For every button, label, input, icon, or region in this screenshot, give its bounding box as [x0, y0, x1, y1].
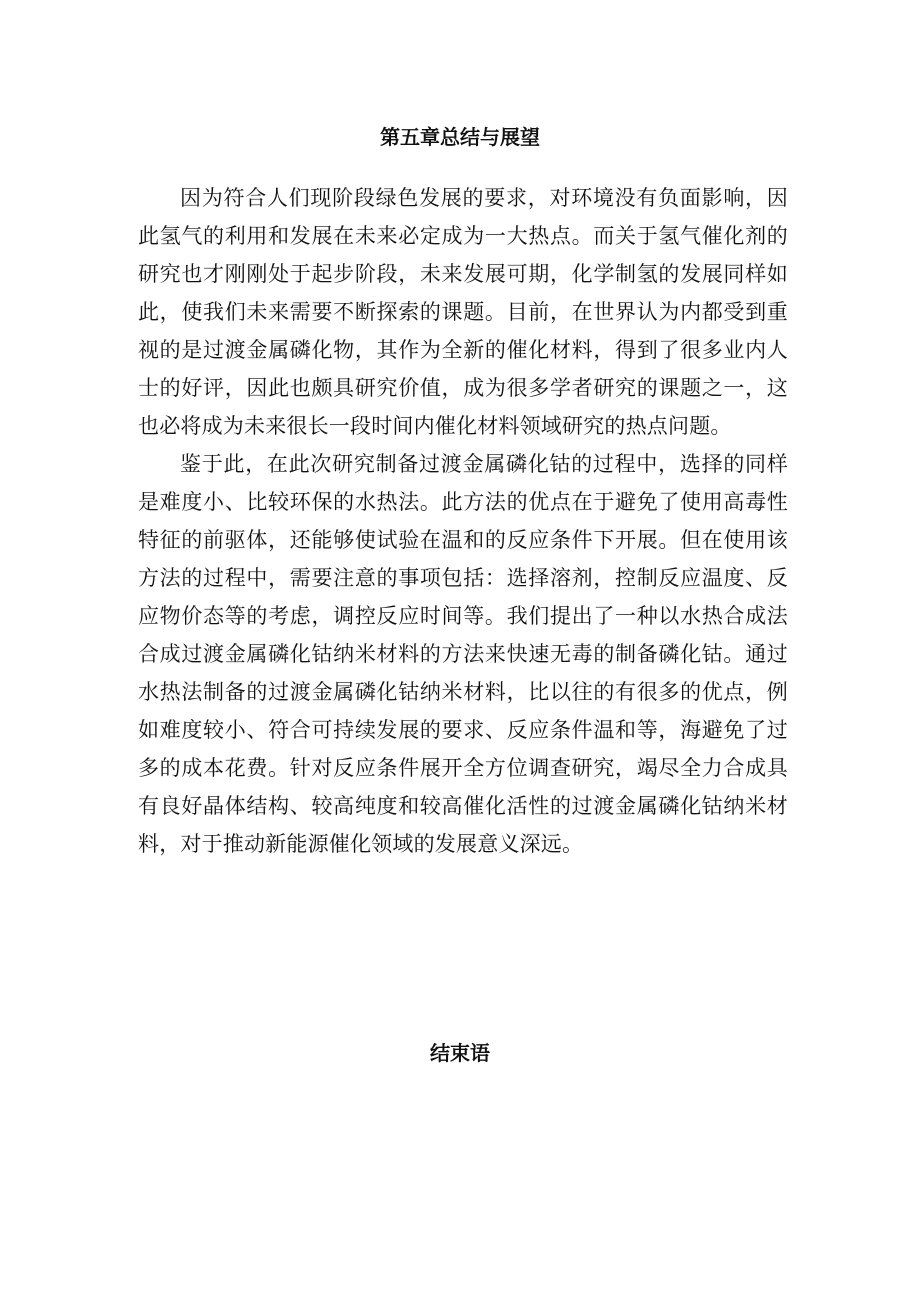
closing-section-title: 结束语 — [430, 1041, 490, 1065]
chapter-title: 第五章总结与展望 — [380, 125, 540, 149]
paragraph-2: 鉴于此，在此次研究制备过渡金属磷化钴的过程中，选择的同样是难度小、比较环保的水热法。此方法的优点在于避免了使用高毒性特征的前驱体，还能够使试验在温和的反应条件下开展。但在使用该方法的过程中，需要注意的事项包括：选择溶剂，控制反应温度、反应物价态等的考虑，调控反应时间等。我们提出了一种以水热合成法合成过渡金属磷化钴纳米材料的方法来快速无毒的制备磷化钴。通过水热法制备的过渡金属磷化钴纳米材料，比以往的有很多的优点，例如难度较小、符合可持续发展的要求、反应条件温和等，海避免了过多的成本花费。针对反应条件展开全方位调查研究，竭尽全力合成具有良好晶体结构、较高纯度和较高催化活性的过渡金属磷化钴纳米材料，对于推动新能源催化领域的发展意义深远。 — [138, 452, 788, 856]
paragraph-1: 因为符合人们现阶段绿色发展的要求，对环境没有负面影响，因此氢气的利用和发展在未来必定成为一大热点。而关于氢气催化剂的研究也才刚刚处于起步阶段，未来发展可期，化学制氢的发展同样如此，使我们未来需要不断探索的课题。目前，在世界认为内都受到重视的是过渡金属磷化物，其作为全新的催化材料，得到了很多业内人士的好评，因此也颇具研究价值，成为很多学者研究的课题之一，这也必将成为未来很长一段时间内催化材料领域研究的热点问题。 — [138, 186, 788, 438]
chapter-body — [138, 179, 788, 863]
